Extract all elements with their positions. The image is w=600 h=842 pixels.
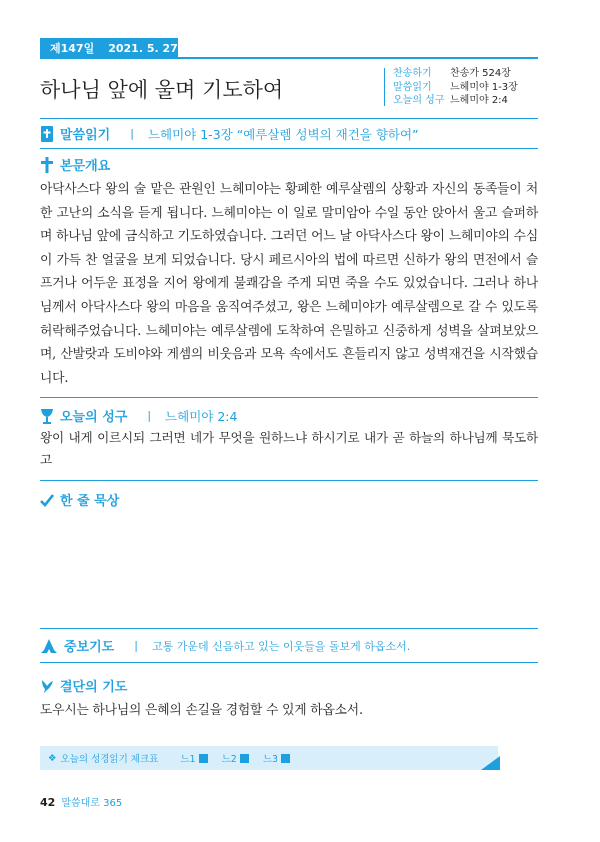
cross-icon xyxy=(40,157,54,173)
reading-label: 말씀읽기 xyxy=(60,128,111,143)
checkbox[interactable] xyxy=(281,754,290,763)
verse-label: 오늘의 성구 xyxy=(60,410,128,425)
diamond-icon: ❖ xyxy=(48,752,57,764)
intercession-head xyxy=(40,636,410,655)
separator: | xyxy=(147,409,152,422)
divider xyxy=(40,397,538,398)
meta-key: 찬송하기 xyxy=(393,68,432,79)
summary-head xyxy=(40,155,110,174)
verse-ref: 느헤미야 2:4 xyxy=(165,408,238,424)
page-title: 하나님 앞에 울며 기도하여 xyxy=(40,78,284,102)
meta-value: 느헤미야 2:4 xyxy=(450,95,508,106)
separator: | xyxy=(134,639,138,652)
reading-ref: 느헤미야 1-3장 “예루살렘 성벽의 재건을 향하여” xyxy=(147,126,419,142)
checklist-item[interactable] xyxy=(263,751,290,765)
divider xyxy=(40,662,538,663)
summary-label: 본문개요 xyxy=(60,159,111,174)
day-label: 제147일 xyxy=(50,41,95,55)
top-rule xyxy=(40,57,538,59)
divider xyxy=(40,118,538,119)
praying-hands-icon xyxy=(40,638,58,654)
checkbox[interactable] xyxy=(199,754,208,763)
intercession-text: 고통 가운데 신음하고 있는 이웃들을 돌보게 하옵소서. xyxy=(151,639,411,653)
verse-head xyxy=(40,406,237,425)
meditation-label: 한 줄 묵상 xyxy=(60,494,120,509)
meta-key: 오늘의 성구 xyxy=(393,95,445,106)
meta-key: 말씀읽기 xyxy=(393,81,432,93)
chalice-icon xyxy=(40,408,54,424)
intercession-label: 중보기도 xyxy=(64,640,115,655)
checklist-item[interactable] xyxy=(180,751,207,765)
page-fold-corner xyxy=(481,756,500,770)
checklist-item-label: 느2 xyxy=(221,754,237,765)
bible-icon xyxy=(40,126,54,142)
checklist-item-label: 느3 xyxy=(262,754,279,765)
resolution-label: 결단의 기도 xyxy=(60,680,128,695)
checklist-item-label: 느1 xyxy=(180,754,196,765)
checklist-item[interactable] xyxy=(222,751,249,765)
reading-head xyxy=(40,124,419,143)
page-footer xyxy=(40,794,122,809)
reading-checklist xyxy=(40,746,498,770)
meta-value: 찬송가 524장 xyxy=(450,68,511,79)
meta-value: 느헤미야 1-3장 xyxy=(450,81,518,93)
resolution-head xyxy=(40,676,127,695)
divider xyxy=(40,480,538,481)
checkbox[interactable] xyxy=(240,754,249,763)
dove-icon xyxy=(40,678,54,694)
book-title: 말씀대로 365 xyxy=(61,798,123,809)
separator: | xyxy=(130,127,134,140)
meta-box xyxy=(393,67,518,108)
meta-row-hymn xyxy=(393,67,518,81)
page-number: 42 xyxy=(40,796,56,809)
date-tab xyxy=(40,38,197,57)
date-label: 2021. 5. 27. 목 xyxy=(108,41,197,55)
resolution-text: 도우시는 하나님의 은혜의 손길을 경험할 수 있게 하옵소서. xyxy=(40,703,363,718)
check-icon xyxy=(40,492,54,508)
meta-row-reading xyxy=(393,81,518,95)
divider xyxy=(40,148,538,149)
meditation-head xyxy=(40,490,119,509)
divider xyxy=(40,628,538,629)
verse-text: 왕이 내게 이르시되 그러면 네가 무엇을 원하느냐 하시기로 내가 곧 하늘의 하나님께 묵도하고 xyxy=(40,430,538,467)
meta-divider xyxy=(384,68,385,106)
checklist-label: 오늘의 성경읽기 체크표 xyxy=(60,754,159,765)
meta-row-verse xyxy=(393,94,518,108)
summary-text: 아닥사스다 왕의 술 맡은 관원인 느헤미야는 황폐한 예루살렘의 상황과 자신의 동족들이 처한 고난의 소식을 듣게 됩니다. 느헤미야는 이 일로 말미암아 수일 동안 앉아서 울고 슬퍼하며 하나님 앞에 금식하고 기도하였습니다. 그러던 어느 날 아닥사스다 왕이 느헤미야의 수심이 가득 찬 얼굴을 보게 되었습니다. 당시 페르시아의 법에 따르면 신하가 왕의 면전에서 슬프거나 어두운 표정을 지어 왕에게 불쾌감을 주게 되면 죽을 수도 있었습니다. 그러나 하나님께서 아닥사스다 왕의 마음을 움직여주셨고, 왕은 느헤미야가 예루살렘으로 갈 수 있도록 허락해주었습니다. 느헤미야는 예루살렘에 도착하여 은밀하고 신중하게 성벽을 살펴보았으며, 산발랏과 도비야와 게셈의 비웃음과 모욕 속에서도 흔들리지 않고 성벽재건을 시작했습니다. xyxy=(40,182,538,386)
